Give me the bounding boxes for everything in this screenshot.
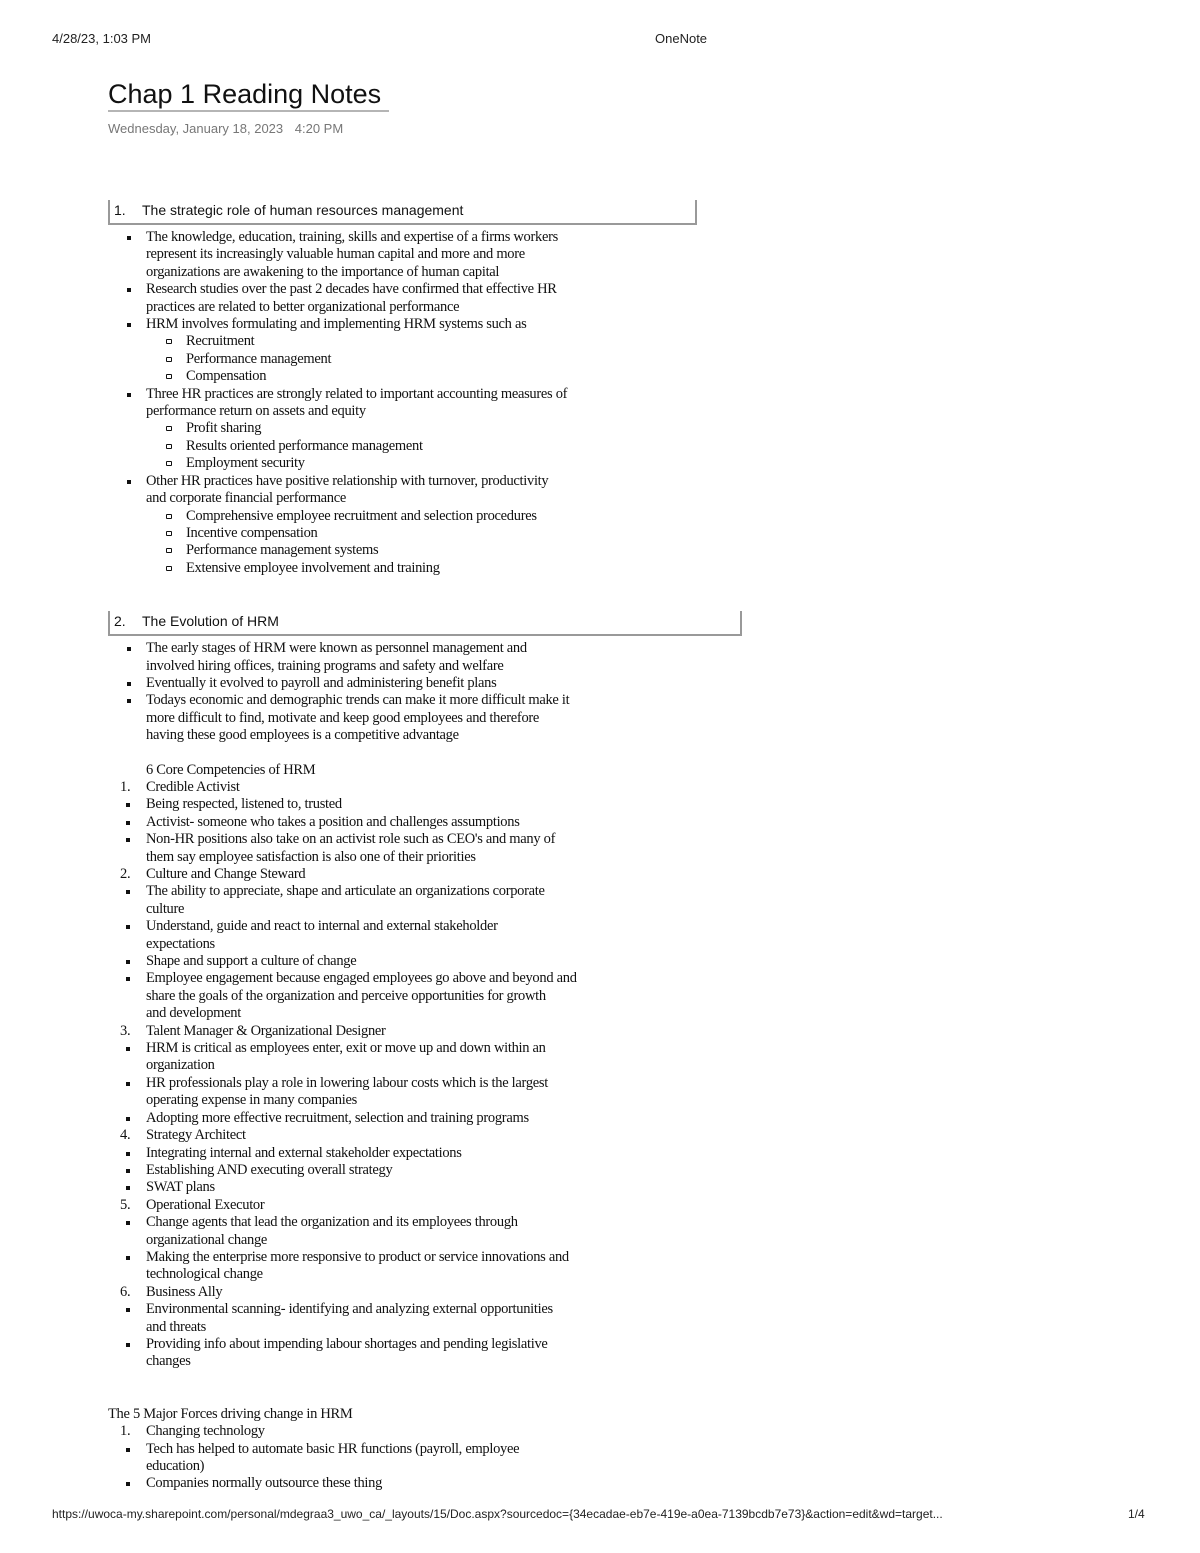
list-item: Integrating internal and external stakeholder expectations [146, 1145, 748, 1162]
list-item-text: and development [146, 1005, 241, 1022]
list-item-text: Making the enterprise more responsive to product or service innovations and [146, 1248, 569, 1265]
competency-number: 4. [120, 1127, 131, 1144]
list-item [146, 1249, 748, 1284]
competency-text: Credible Activist [146, 778, 240, 795]
sub-list [146, 333, 748, 385]
list-item-text: technological change [146, 1266, 263, 1283]
list-item-text: The knowledge, education, training, skills and expertise of a firms workers [146, 229, 558, 245]
section-heading-text: The Evolution of HRM [142, 613, 279, 630]
competency-number: 5. [120, 1196, 131, 1213]
list-item [146, 1441, 748, 1476]
list-item [146, 1040, 748, 1075]
section-number: 1. [114, 202, 126, 218]
list-item-text: Three HR practices are strongly related to important accounting measures of [146, 385, 568, 402]
list-item-text: Change agents that lead the organization and its employees through [146, 1214, 518, 1231]
list-item-text: education) [146, 1458, 205, 1474]
list-item: Shape and support a culture of change [146, 953, 748, 970]
list-item: Adopting more effective recruitment, selection and training programs [146, 1110, 748, 1127]
list-item [146, 675, 748, 692]
list-item [146, 883, 748, 918]
list-item [146, 1214, 748, 1249]
list-item-text: HR professionals play a role in lowering labour costs which is the largest [146, 1074, 548, 1091]
print-url: https://uwoca-my.sharepoint.com/personal/mdegraa3_uwo_ca/_layouts/15/Doc.aspx?sourcedoc={34ecadae-eb7e-419e-a0ea-7139bcdb7e73}&action=edit&wd=target... [52, 1507, 943, 1521]
sub-list [146, 508, 748, 578]
list-item [146, 386, 748, 473]
competencies-title: 6 Core Competencies of HRM [146, 761, 316, 778]
forces-title: The 5 Major Forces driving change in HRM [108, 1405, 353, 1422]
bullet-list [108, 229, 748, 577]
list-item-text: having these good employees is a competitive advantage [146, 727, 459, 744]
list-item-text: and corporate financial performance [146, 490, 347, 507]
list-item-text: them say employee satisfaction is also one of their priorities [146, 848, 476, 865]
sub-list-item: Results oriented performance management [186, 438, 748, 455]
competency-text: Culture and Change Steward [146, 866, 306, 882]
page-date-time: 4:20 PM [294, 121, 344, 136]
list-item: Establishing AND executing overall strategy [146, 1162, 748, 1179]
section-number: 2. [114, 613, 126, 630]
list-item [146, 229, 748, 281]
competency-item [120, 1283, 748, 1301]
list-item-text: Tech has helped to automate basic HR functions (payroll, employee [146, 1440, 520, 1457]
list-item [146, 281, 748, 316]
list-item-text: operating expense in many companies [146, 1092, 357, 1109]
list-item-text: culture [146, 900, 185, 917]
competency-number: 2. [120, 866, 131, 882]
competency-item [120, 1022, 748, 1040]
competency-number: 3. [120, 1022, 131, 1039]
competency-item [120, 1127, 748, 1144]
list-item [146, 473, 748, 577]
list-item [146, 1075, 748, 1110]
competency-item [120, 778, 748, 796]
list-item [146, 1336, 748, 1371]
list-item-text: Eventually it evolved to payroll and administering benefit plans [146, 674, 497, 691]
list-item-text: and threats [146, 1318, 206, 1335]
list-item-text: The ability to appreciate, shape and articulate an organizations corporate [146, 883, 545, 900]
list-item: SWAT plans [146, 1179, 748, 1196]
section-heading-evolution [108, 611, 742, 636]
note-content [108, 200, 748, 1493]
section-heading-strategic-role [108, 200, 697, 225]
competency-text: Operational Executor [146, 1196, 265, 1213]
list-item-text: more difficult to find, motivate and keep good employees and therefore [146, 709, 540, 726]
sub-list [146, 420, 748, 472]
list-item-text: The early stages of HRM were known as personnel management and [146, 640, 527, 657]
list-item-text: Research studies over the past 2 decades have confirmed that effective HR [146, 281, 557, 298]
list-item [146, 316, 748, 386]
list-item-text: organizations are awakening to the importance of human capital [146, 263, 500, 280]
sub-list-item: Employment security [186, 455, 748, 472]
list-item-text: performance return on assets and equity [146, 403, 366, 420]
competencies-list [108, 779, 748, 1371]
spacer [108, 577, 748, 611]
list-item-text: represent its increasingly valuable human capital and more and more [146, 246, 525, 263]
list-item-text: organization [146, 1057, 215, 1074]
force-item [120, 1423, 748, 1440]
sub-list-item: Incentive compensation [186, 525, 748, 542]
list-item [146, 1301, 748, 1336]
list-item-text: organizational change [146, 1231, 268, 1248]
list-item [146, 640, 748, 675]
list-item: Being respected, listened to, trusted [146, 796, 748, 813]
list-item: Companies normally outsource these thing [146, 1475, 748, 1492]
list-item-text: Providing info about impending labour shortages and pending legislative [146, 1335, 548, 1352]
forces-list [108, 1423, 748, 1493]
sub-list-item: Recruitment [186, 333, 748, 350]
sub-list-item: Performance management [186, 351, 748, 368]
list-item-text: Understand, guide and react to internal and external stakeholder [146, 918, 498, 935]
list-item-text: Todays economic and demographic trends can make it more difficult make it [146, 692, 570, 709]
competency-item [120, 866, 748, 883]
competency-text: Talent Manager & Organizational Designer [146, 1022, 386, 1039]
competency-text: Strategy Architect [146, 1127, 246, 1144]
page-number: 1/4 [1128, 1507, 1145, 1521]
sub-list-item: Comprehensive employee recruitment and selection procedures [186, 508, 748, 525]
list-item-text: practices are related to better organizational performance [146, 298, 460, 315]
force-text: Changing technology [146, 1423, 265, 1440]
competency-text: Business Ally [146, 1283, 223, 1300]
list-item-text: Environmental scanning- identifying and analyzing external opportunities [146, 1301, 553, 1318]
list-item-text: HRM is critical as employees enter, exit or move up and down within an [146, 1040, 546, 1057]
list-item-text: Employee engagement because engaged employees go above and beyond and [146, 970, 577, 987]
list-item [146, 918, 748, 953]
competency-number: 6. [120, 1283, 131, 1300]
list-item-text: HRM involves formulating and implementing HRM systems such as [146, 316, 527, 333]
competency-item [120, 1196, 748, 1214]
print-app-name: OneNote [655, 31, 708, 46]
page-date-day: Wednesday, January 18, 2023 [108, 121, 284, 136]
section-heading-text: The strategic role of human resources management [142, 202, 464, 218]
page-title: Chap 1 Reading Notes [108, 78, 389, 112]
list-item-text: share the goals of the organization and perceive opportunities for growth [146, 987, 546, 1004]
list-item [146, 692, 748, 744]
print-datetime: 4/28/23, 1:03 PM [52, 31, 152, 46]
sub-list-item: Profit sharing [186, 420, 748, 437]
list-item [146, 831, 748, 866]
sub-list-item: Compensation [186, 368, 748, 385]
list-item-text: Non-HR positions also take on an activist role such as CEO's and many of [146, 831, 556, 848]
page-date [108, 121, 343, 136]
sub-list-item: Performance management systems [186, 542, 748, 559]
sub-list-item: Extensive employee involvement and training [186, 560, 748, 577]
bullet-list [108, 640, 748, 744]
list-item-text: Other HR practices have positive relationship with turnover, productivity [146, 472, 549, 489]
list-item-text: expectations [146, 935, 215, 952]
list-item [146, 970, 748, 1022]
list-item: Activist- someone who takes a position and challenges assumptions [146, 814, 748, 831]
list-item-text: involved hiring offices, training programs and safety and welfare [146, 657, 504, 674]
competency-number: 1. [120, 778, 131, 795]
list-item-text: changes [146, 1353, 191, 1370]
force-number: 1. [120, 1423, 131, 1440]
